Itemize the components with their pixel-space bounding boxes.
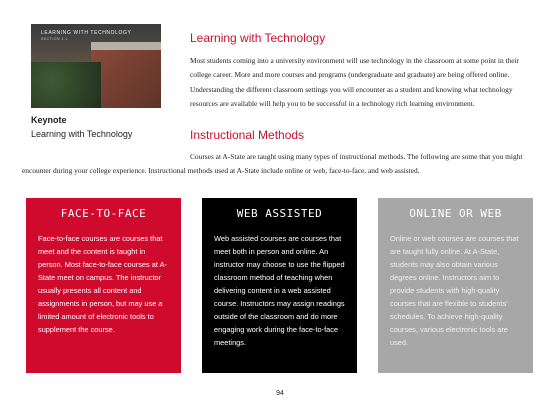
- face-to-face-title: FACE-TO-FACE: [60, 207, 147, 220]
- page-number: 94: [276, 390, 284, 397]
- web-assisted-box: [202, 198, 357, 373]
- online-or-web-box: [378, 198, 533, 373]
- section-body-learning: Most students coming into a university environment will use technology in the classroom at some point in their college career. More and more courses and programs (undergraduate and graduate) are being offered online. Understanding the different classroom settings you will encounter as a student and knowing what technology resources are available will help you to be successful in a technology rich learning environment.: [190, 56, 520, 109]
- thumbnail-subtitle: SECTION 1.1: [41, 37, 68, 41]
- thumbnail-tree: [31, 62, 101, 108]
- section-heading-methods: Instructional Methods: [190, 128, 305, 142]
- face-to-face-box: [26, 198, 181, 373]
- keynote-label: Keynote: [31, 115, 67, 125]
- keynote-caption: Learning with Technology: [31, 129, 133, 139]
- section-body-methods: Courses at A-State are taught using many types of instructional methods. The following are some that you might encounter during your college experience. Instructional methods used at A-State include online or web, face-to-face, and web assisted.: [22, 152, 523, 176]
- online-or-web-body: Online or web courses are courses that are taught fully online. At A-State, students may also obtain various degrees online. Instructors aim to provide students with high-quality courses that are flexible to students' schedules. To achieve high-quality courses, various electronic tools are used.: [390, 234, 519, 347]
- online-or-web-title: ONLINE OR WEB: [409, 207, 502, 220]
- face-to-face-body: Face-to-face courses are courses that meet and the content is taught in person. Most face-to-face courses at A-State meet on campus. The instructor usually presents all content and assignments in person, but may use a limited amount of electronic tools to supplement the course.: [38, 234, 167, 334]
- thumbnail-title: LEARNING WITH TECHNOLOGY: [41, 30, 132, 36]
- section-heading-learning: Learning with Technology: [190, 31, 326, 45]
- web-assisted-title: WEB ASSISTED: [236, 207, 323, 220]
- keynote-thumbnail[interactable]: [31, 24, 161, 108]
- web-assisted-body: Web assisted courses are courses that meet both in person and online. An instructor may choose to use the flipped classroom method of teaching when delivering content in a web assisted course. Instructors may assign readings outside of the classroom and do more engaging work during the face-to-face meetings.: [214, 234, 345, 347]
- thumbnail-building: [91, 50, 161, 108]
